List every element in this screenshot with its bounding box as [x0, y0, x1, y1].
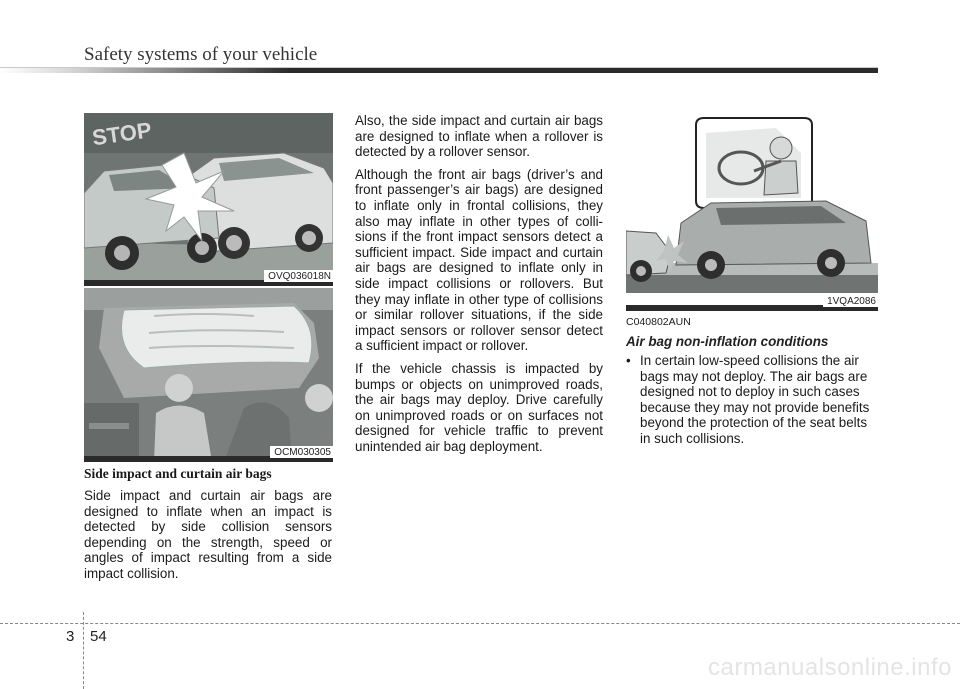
- rollover-paragraph: Also, the side impact and curtain air bags are designed to inflate when a rollover is detected by a rollover sensor.: [355, 113, 603, 160]
- header-rule: [0, 68, 878, 73]
- low-speed-collision-figure: [626, 113, 878, 311]
- curtain-airbag-figure: [84, 288, 333, 462]
- side-collision-figure: [84, 113, 333, 286]
- chassis-impact-paragraph: If the vehicle chassis is impacted by bumps or objects on unimproved roads, the air bags may deploy. Drive carefully on unimproved roads or on surfaces not designed for vehicle traffic to prevent unintended air bag deployment.: [355, 360, 603, 454]
- bullet-text: In certain low-speed collisions the air bags may not deploy. The air bags are designed not to deploy in such cases because they may not provide benefits beyond the protection of the seat belts in such collisions.: [640, 353, 870, 446]
- non-inflation-bullet: [626, 353, 878, 447]
- side-impact-heading: Side impact and curtain air bags: [84, 466, 272, 481]
- column-3-text: [626, 316, 878, 447]
- curtain-airbag-illustration: [84, 288, 333, 462]
- road-stop-text: STOP: [90, 117, 154, 151]
- section-number: 3: [66, 628, 75, 645]
- figure-code-ocm030305: OCM030305: [270, 446, 333, 458]
- side-collision-illustration: [84, 113, 333, 286]
- column-2-text: [355, 113, 603, 454]
- figure-code-1vqa2086: 1VQA2086: [823, 295, 878, 307]
- figure-code-ovq036018n: OVQ036018N: [264, 270, 333, 282]
- footer-rule: [0, 623, 960, 624]
- side-impact-paragraph: Side impact and curtain air bags are designed to inflate when an impact is detected by side collision sensors depending on the strength, speed or angles of impact resulting from a side impact collision.: [84, 488, 332, 581]
- page-number: 54: [90, 628, 107, 645]
- column-1-text: [84, 466, 332, 582]
- non-inflation-heading: Air bag non-inflation conditions: [626, 334, 829, 349]
- footer-vertical-rule: [83, 612, 84, 689]
- watermark-text: carmanualsonline.info: [708, 654, 952, 681]
- low-speed-collision-illustration: [626, 113, 878, 311]
- section-code: C040802AUN: [626, 316, 691, 328]
- front-airbag-paragraph: Although the front air bags (driver’s and front passenger’s air bags) are designed to inflate only in frontal collisions, they also may inflate in other types of colli-sions if the front impact sensors detect a sufficient impact. Side impact and curtain air bags are designed to inflate only in side impact collisions or rollovers. But they may inflate in other type of collisions or similar rollover situations, if the side impact sensors or rollover sensor detect a sufficient impact or rollover.: [355, 166, 603, 354]
- bullet-dot-icon: •: [626, 353, 631, 368]
- page-header-title: Safety systems of your vehicle: [84, 44, 318, 65]
